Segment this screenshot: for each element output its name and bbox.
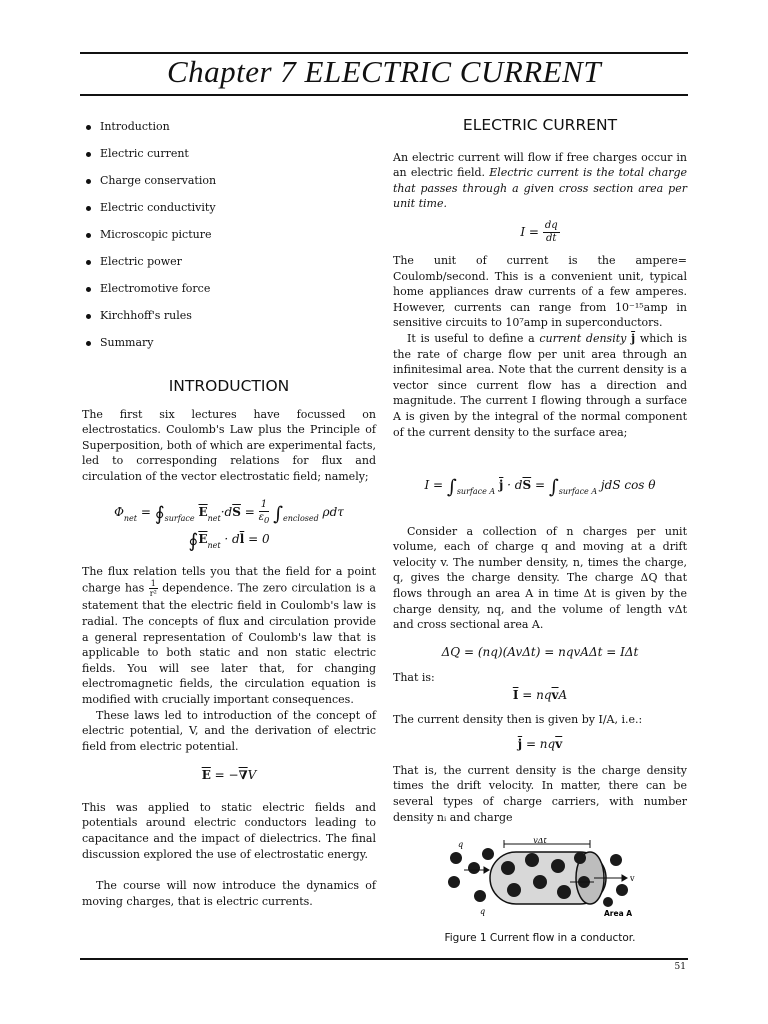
current-flow-figure xyxy=(444,838,640,918)
area-label: Area A xyxy=(604,909,633,918)
toc-item: Introduction xyxy=(100,118,376,145)
toc-item: Kirchhoff's rules xyxy=(100,307,376,334)
current-paragraph-1: An electric current will flow if free charges occur in an electric field. Electric current is the total charge that passes through a given cross section area per unit time. xyxy=(393,150,687,211)
current-integral-equation: $I = \int_{surface A}$ $\overline{j} \cdot d\overline{S} = \int_{surface A}$ jdS cos θ xyxy=(424,476,656,499)
intro-paragraph-1: The first six lectures have focussed on electrostatics. Coulomb's Law plus the Principle of Superposition, both of which are experimental facts, led to corresponding relations for flux and circulation of the vector electrostatic field; namely; xyxy=(82,407,376,483)
current-paragraph-2: The unit of current is the ampere= Coulomb/second. This is a convenient unit, typical home appliances draw currents of a few amperes. However, currents can range from 10⁻¹⁵amp in sensitive circuits to 10⁷amp in superconductors. xyxy=(393,253,687,330)
flux-equation: $\Phi_{net}$ = $∮_{surface}$ $\overline{E}_{net}\cdot d\overline{S}$ = $\frac{1}{\varepsilon_0}$ $\int_{enclosed}$ ρdτ xyxy=(114,498,344,525)
toc-item: Microscopic picture xyxy=(100,226,376,253)
intro-paragraph-4: This was applied to static electric fields and potentials around electric conductors leading to capacitance and the impact of dielectrics. The final discussion explored the use of electrostatic energy. xyxy=(82,800,376,861)
current-density-equation: $\overline{j} = nq\overline{v}$ xyxy=(517,737,563,752)
toc-item: Summary xyxy=(100,334,376,361)
q-label-bottom: q xyxy=(480,907,486,916)
intro-paragraph-3: These laws led to introduction of the concept of electric potential, V, and the derivation of electric field from electric potential. xyxy=(82,708,376,753)
vdt-label: vΔt xyxy=(533,838,547,845)
page-number: 51 xyxy=(674,962,686,972)
v-label: v xyxy=(630,874,635,883)
intro-paragraph-2: The flux relation tells you that the field for a point charge has $\frac{1}{\text{r²}}$ dependence. The zero circulation is a statement that the electric field in Coulomb's law is radial. The concepts of flux and circulation provide a general representation of Coulomb's law that is applicable to both static and non static electric fields. You will see later that, for changing electromagnetic fields, the circulation equation is modified with crucially important consequences. xyxy=(82,564,376,706)
toc-item: Electromotive force xyxy=(100,280,376,307)
current-vector-equation: $\overline{I} = nq\overline{v}A$ xyxy=(512,688,568,703)
right-column xyxy=(393,118,687,825)
q-label-top: q xyxy=(458,840,464,849)
circulation-equation: $∮\overline{E}_{net} \cdot d\overline{l} = 0$ xyxy=(188,530,270,553)
left-column xyxy=(82,118,376,909)
current-paragraph-5: The current density then is given by I/A, i.e.: xyxy=(393,712,643,726)
electric-current-heading: ELECTRIC CURRENT xyxy=(462,116,618,134)
current-paragraph-4: Consider a collection of n charges per unit volume, each of charge q and moving at a drift velocity v. The number density, n, times the charge, q, gives the charge density. The charge ΔQ that flows through an area A in time Δt is given by the charge density, nq, and the volume of length vΔt and cross sectional area A. xyxy=(393,524,687,632)
current-definition-equation: I = $\frac{dq}{dt}$ xyxy=(520,219,558,244)
current-paragraph-3: It is useful to define a current density $\overline{j}$ which is the rate of charge flow per unit area through an infinitesimal area. Note that the current density is a vector since current flow has a direction and magnitude. The current I flowing through a surface A is given by the integral of the normal component of the current density to the surface area; xyxy=(393,331,688,439)
that-is-label: That is: xyxy=(393,671,435,685)
toc-list xyxy=(82,118,376,361)
current-paragraph-6: That is, the current density is the charge density times the drift velocity. In matter, there can be several types of charge carriers, with number density nᵢ and charge xyxy=(393,763,687,824)
toc-item: Electric current xyxy=(100,145,376,172)
figure-caption: Figure 1 Current flow in a conductor. xyxy=(444,932,636,944)
toc-item: Electric power xyxy=(100,253,376,280)
gradient-equation: $\overline{E} = -\nabla V$ xyxy=(201,768,257,783)
bottom-rule xyxy=(80,958,688,960)
introduction-heading: INTRODUCTION xyxy=(168,377,290,395)
toc-item: Charge conservation xyxy=(100,172,376,199)
intro-paragraph-5: The course will now introduce the dynamics of moving charges, that is electric currents. xyxy=(82,879,376,908)
toc-item: Electric conductivity xyxy=(100,199,376,226)
title-rule xyxy=(80,94,688,96)
chapter-title: Chapter 7 ELECTRIC CURRENT xyxy=(166,54,602,89)
charge-flow-equation: ΔQ = (nq)(AvΔt) = nqvAΔt = IΔt xyxy=(441,644,639,659)
